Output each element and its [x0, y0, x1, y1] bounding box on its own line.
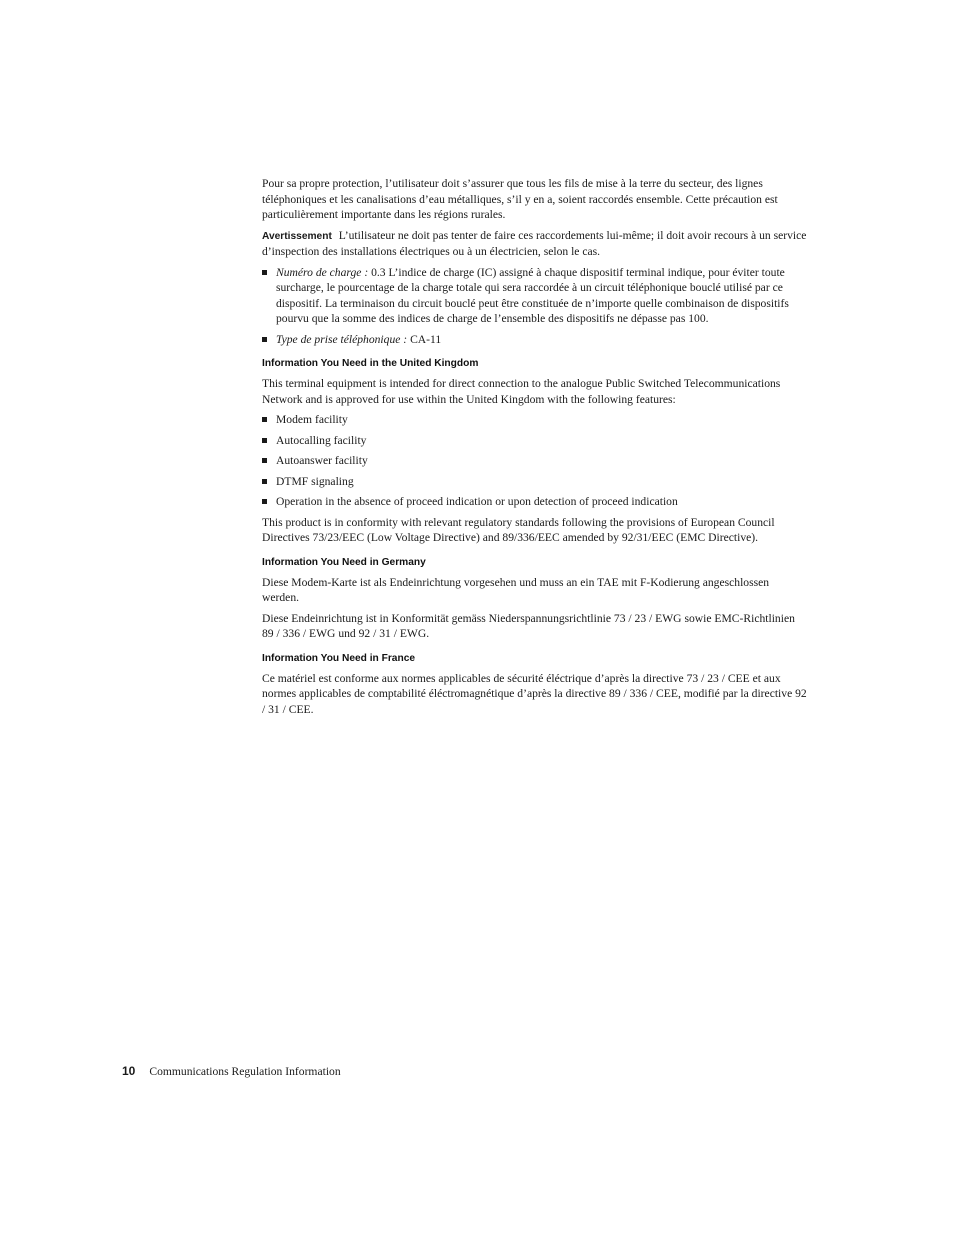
list-item — [262, 494, 807, 510]
list-item-text: Operation in the absence of proceed indication or upon detection of proceed indication — [276, 495, 678, 508]
germany-paragraph-1: Diese Modem-Karte ist als Endeinrichtung vorgesehen und muss an ein TAE mit F-Kodierung angeschlossen werden. — [262, 575, 770, 604]
germany-section-heading: Information You Need in Germany — [262, 556, 426, 568]
uk-features-list — [262, 412, 807, 510]
warning-text: L’utilisateur ne doit pas tenter de faire ces raccordements lui-même; il doit avoir recours à un service d’inspection des installations électriques ou à un électricien, selon le cas. — [262, 228, 807, 258]
page-footer — [122, 1064, 341, 1078]
list-item — [262, 474, 807, 490]
canada-bullet-list — [262, 265, 807, 348]
uk-intro-paragraph: This terminal equipment is intended for direct connection to the analogue Public Switched Telecommunications Network and is approved for use within the United Kingdom with the following features: — [262, 377, 781, 406]
footer-title: Communications Regulation Information — [149, 1065, 341, 1078]
france-paragraph: Ce matériel est conforme aux normes applicables de sécurité éléctrique d’après la directive 73 / 23 / CEE et aux normes applicables de comptabilité éléctromagnétique d’après la directive 89 / 336 / CEE, modifié par la directive 92 / 31 / CEE. — [262, 671, 807, 716]
bullet-square-icon — [262, 479, 267, 484]
page-number: 10 — [122, 1064, 136, 1078]
bullet-square-icon — [262, 337, 267, 342]
canada-warning-paragraph — [262, 228, 807, 260]
list-item-text: Modem facility — [276, 413, 348, 426]
uk-conformity-paragraph: This product is in conformity with relevant regulatory standards following the provisions of European Council Directives 73/23/EEC (Low Voltage Directive) and 89/336/EEC amended by 92/31/EEC (EMC Directive). — [262, 515, 775, 544]
warning-label: Avertissement — [262, 230, 332, 242]
list-item-text: Autocalling facility — [276, 433, 367, 447]
list-item — [262, 332, 807, 348]
germany-paragraph-2: Diese Endeinrichtung ist in Konformität gemäss Niederspannungsrichtlinie 73 / 23 / EWG sowie EMC-Richtlinien 89 / 336 / EWG und 92 / 31 / EWG. — [262, 611, 795, 640]
list-item — [262, 433, 807, 449]
uk-section-heading: Information You Need in the United Kingdom — [262, 358, 479, 369]
france-section-heading: Information You Need in France — [262, 652, 416, 664]
canada-grounding-paragraph: Pour sa propre protection, l’utilisateur doit s’assurer que tous les fils de mise à la terre du secteur, des lignes téléphoniques et les canalisations d’eau métalliques, s’il y en a, soient raccordés ensemble. Cette précaution est particulièrement importante dans les régions rurales. — [262, 177, 778, 221]
list-item-text: CA-11 — [410, 332, 442, 346]
bullet-square-icon — [262, 417, 267, 422]
list-item-label: Numéro de charge : — [276, 265, 369, 279]
list-item-text: Autoanswer facility — [276, 454, 368, 467]
list-item-text: 0.3 L’indice de charge (IC) assigné à chaque dispositif terminal indique, pour éviter toute surcharge, le pourcentage de la charge totale qui sera raccordée à un circuit téléphonique bouclé utilisé par ce dispositif. La terminaison du circuit bouclé peut être constituée de n’importe quelle combinaison de dispositifs pourvu que la somme des indices de charge de l’ensemble des dispositifs ne dépasse pas 100. — [276, 265, 789, 325]
list-item-label: Type de prise téléphonique : — [276, 332, 408, 346]
bullet-square-icon — [262, 499, 267, 504]
bullet-square-icon — [262, 438, 267, 443]
list-item — [262, 265, 807, 327]
bullet-square-icon — [262, 270, 267, 275]
list-item — [262, 453, 807, 469]
list-item-text: DTMF signaling — [276, 474, 354, 488]
list-item — [262, 412, 807, 428]
page-body — [262, 176, 807, 722]
bullet-square-icon — [262, 458, 267, 463]
